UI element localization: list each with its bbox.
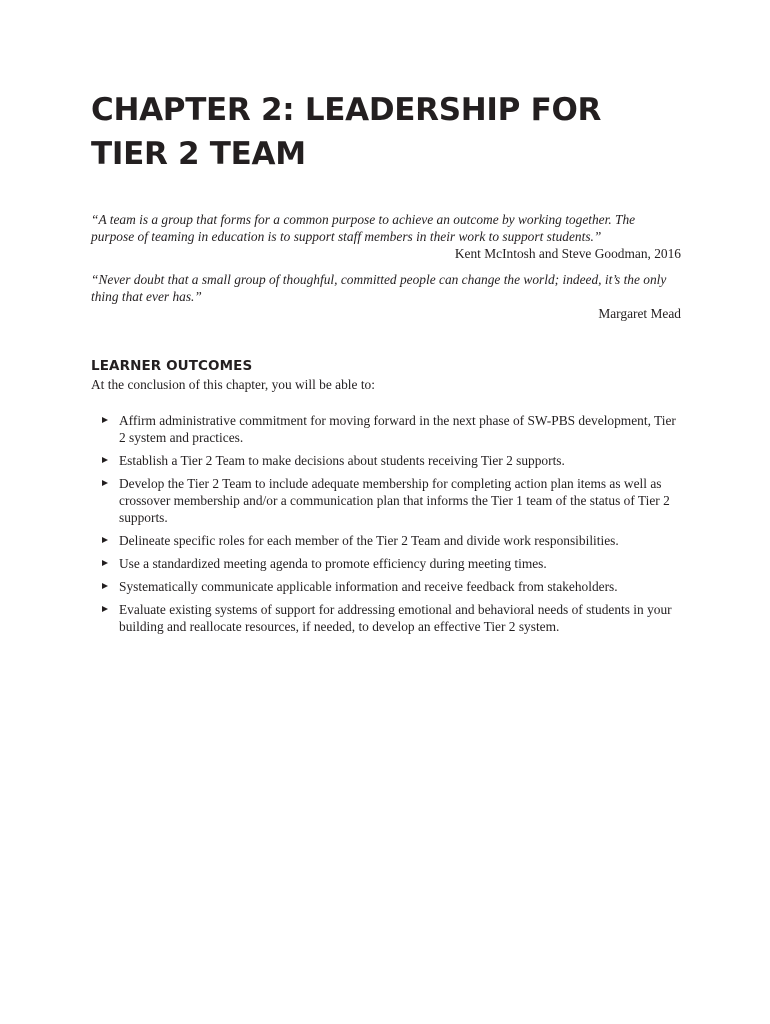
list-item xyxy=(91,452,681,469)
learner-outcomes-intro: At the conclusion of this chapter, you will be able to: xyxy=(91,377,375,392)
triangle-bullet-icon xyxy=(102,583,108,589)
list-item-text: Affirm administrative commitment for moving forward in the next phase of SW-PBS development, Tier 2 system and practices. xyxy=(119,413,676,445)
triangle-bullet-icon xyxy=(102,417,108,423)
quote-text: “A team is a group that forms for a common purpose to achieve an outcome by working together. The purpose of teaming in education is to support staff members in their work to support students.” xyxy=(91,212,636,244)
triangle-bullet-icon xyxy=(102,537,108,543)
list-item-text: Establish a Tier 2 Team to make decisions about students receiving Tier 2 supports. xyxy=(119,453,565,468)
triangle-bullet-icon xyxy=(102,457,108,463)
chapter-title-line-1: CHAPTER 2: LEADERSHIP FOR xyxy=(91,92,602,128)
list-item xyxy=(91,475,681,526)
list-item-text: Evaluate existing systems of support for addressing emotional and behavioral needs of students in your building and reallocate resources, if needed, to develop an effective Tier 2 system. xyxy=(119,602,672,634)
learner-outcomes-list xyxy=(91,412,681,635)
list-item-text: Delineate specific roles for each member of the Tier 2 Team and divide work responsibilities. xyxy=(119,533,619,548)
epigraph-quote-1 xyxy=(91,211,681,262)
list-item xyxy=(91,601,681,635)
list-item xyxy=(91,532,681,549)
triangle-bullet-icon xyxy=(102,560,108,566)
triangle-bullet-icon xyxy=(102,606,108,612)
list-item-text: Use a standardized meeting agenda to promote efficiency during meeting times. xyxy=(119,556,547,571)
list-item xyxy=(91,555,681,572)
quote-attribution: Margaret Mead xyxy=(598,306,681,321)
learner-outcomes-heading: LEARNER OUTCOMES xyxy=(91,358,253,374)
list-item xyxy=(91,578,681,595)
triangle-bullet-icon xyxy=(102,480,108,486)
quote-attribution: Kent McIntosh and Steve Goodman, 2016 xyxy=(454,246,681,261)
epigraph-quote-2 xyxy=(91,271,681,322)
list-item-text: Systematically communicate applicable information and receive feedback from stakeholders. xyxy=(119,579,618,594)
chapter-title-line-2: TIER 2 TEAM xyxy=(91,136,306,172)
document-page xyxy=(91,88,681,641)
quote-text: “Never doubt that a small group of thoughful, committed people can change the world; indeed, it’s the only thing that ever has.” xyxy=(91,272,667,304)
list-item xyxy=(91,412,681,446)
list-item-text: Develop the Tier 2 Team to include adequate membership for completing action plan items as well as crossover membership and/or a communication plan that informs the Tier 1 team of the status of Tier 2 supports. xyxy=(119,476,670,525)
chapter-title xyxy=(91,88,681,176)
